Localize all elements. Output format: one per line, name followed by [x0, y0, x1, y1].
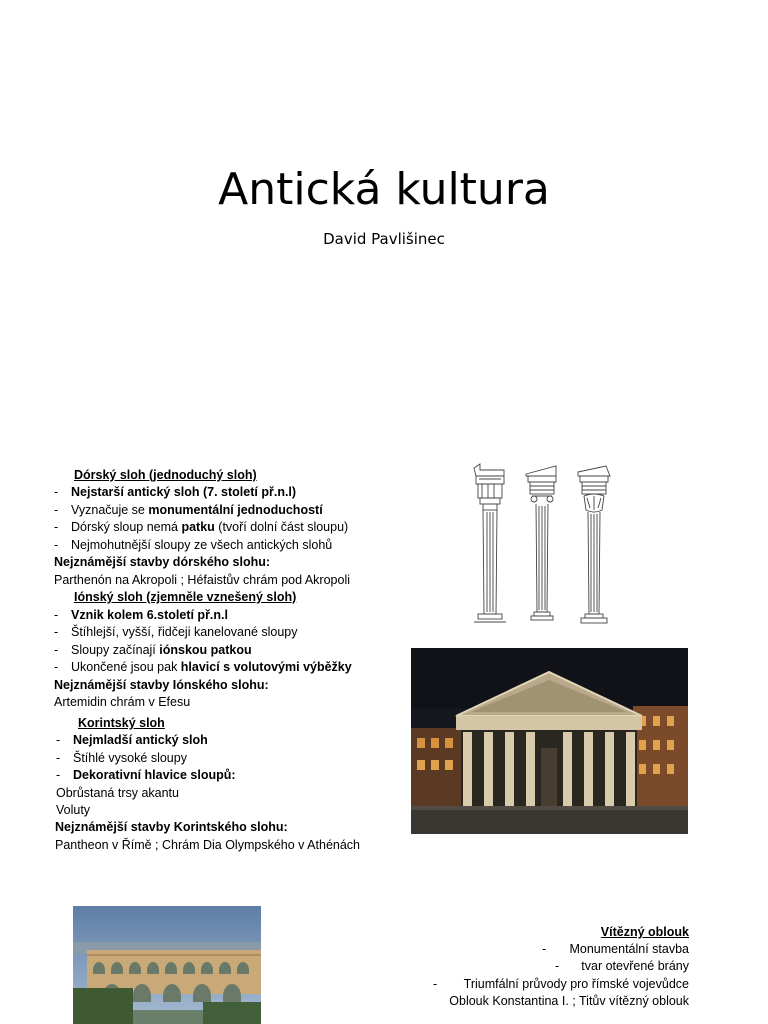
corinthian-item: Štíhlé vysoké sloupy — [73, 751, 187, 765]
page-title: Antická kultura — [218, 164, 550, 215]
ionic-famous-heading: Nejznámější stavby Iónského slohu: — [54, 678, 269, 692]
corinthian-item: Nejmladší antický sloh — [73, 733, 208, 747]
corinthian-sub-item: Voluty — [56, 803, 91, 817]
arch-heading: Vítězný oblouk — [600, 925, 689, 939]
doric-item: Vyznačuje se monumentální jednoduchostí — [71, 503, 323, 517]
ionic-item: Vznik kolem 6.století př.n.l — [71, 608, 228, 622]
ionic-column-drawing — [526, 466, 556, 620]
ionic-item: Ukončené jsou pak hlavicí s volutovými výběžky — [71, 660, 352, 674]
ionic-item: Štíhlejší, vyšší, řidčeji kanelované sloupy — [71, 625, 298, 639]
aqueduct-photo — [73, 906, 261, 1024]
doric-column-drawing — [474, 464, 506, 622]
corinthian-sub-item: Obrůstaná trsy akantu — [56, 786, 179, 800]
doric-famous-heading: Nejznámější stavby dórského slohu: — [54, 555, 271, 569]
pantheon-photo — [411, 648, 688, 834]
column-orders-illustration — [466, 462, 616, 630]
arch-last-line: Oblouk Konstantina I. ; Titův vítězný oblouk — [449, 994, 689, 1008]
corinthian-famous-heading: Nejznámější stavby Korintského slohu: — [55, 820, 288, 834]
ionic-heading: Iónský sloh (zjemněle vznešený sloh) — [74, 590, 297, 604]
author-name: David Pavlišinec — [323, 230, 445, 248]
doric-item: Nejmohutnější sloupy ze všech antických slohů — [71, 538, 333, 552]
arch-item: Triumfální průvody pro římské vojevůdce — [463, 977, 689, 991]
corinthian-heading: Korintský sloh — [78, 716, 165, 730]
doric-item: Nejstarší antický sloh (7. století př.n.l) — [71, 485, 297, 499]
doric-heading: Dórský sloh (jednoduchý sloh) — [74, 468, 257, 482]
arch-item: tvar otevřené brány — [581, 959, 689, 973]
corinthian-column-drawing — [578, 466, 610, 623]
ionic-item: Sloupy začínají iónskou patkou — [71, 643, 252, 657]
arch-item: Monumentální stavba — [569, 942, 689, 956]
doric-item: Dórský sloup nemá patku (tvoří dolní část sloupu) — [71, 520, 349, 534]
corinthian-item: Dekorativní hlavice sloupů: — [73, 768, 236, 782]
ionic-famous-text: Artemidin chrám v Efesu — [54, 695, 191, 709]
doric-famous-text: Parthenón na Akropoli ; Héfaistův chrám pod Akropoli — [54, 573, 351, 587]
corinthian-famous-text: Pantheon v Římě ; Chrám Dia Olympského v Athénách — [55, 838, 361, 852]
